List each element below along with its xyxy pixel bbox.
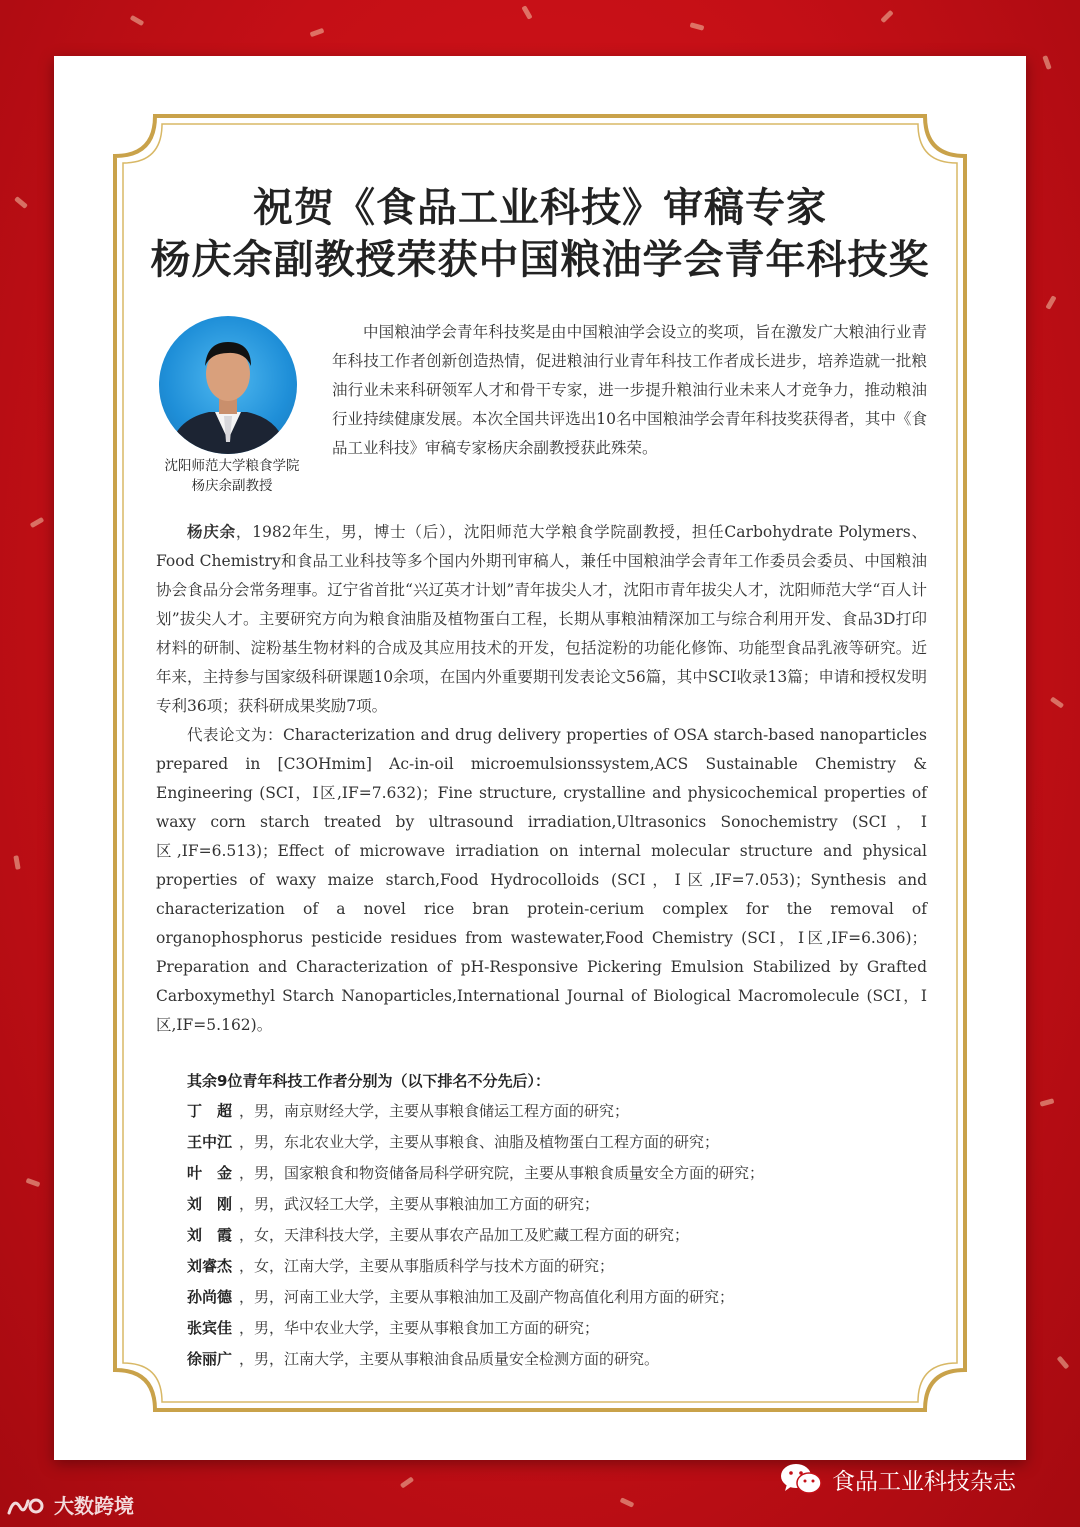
headline-line-2: 杨庆余副教授荣获中国粮油学会青年科技奖 [150,237,930,283]
bio-name: 杨庆余 [187,523,236,541]
list-item [187,1096,947,1127]
person-desc: ，男，武汉轻工大学，主要从事粮油加工方面的研究； [239,1195,600,1213]
person-desc: ，男，东北农业大学，主要从事粮食、油脂及植物蛋白工程方面的研究； [239,1133,720,1151]
logo-icon [6,1493,46,1517]
person-name: 王中江 [187,1133,233,1151]
person-name: 徐丽广 [187,1350,233,1368]
watermark-text: 大数跨境 [54,1494,134,1518]
person-desc: ，男，国家粮食和物资储备局科学研究院，主要从事粮食质量安全方面的研究； [239,1164,765,1182]
person-desc: ，男，河南工业大学，主要从事粮油加工及副产物高值化利用方面的研究； [239,1288,735,1306]
headline-line-1: 祝贺《食品工业科技》审稿专家 [253,185,827,231]
person-name: 孙尚德 [187,1288,233,1306]
papers-text: 代表论文为：Characterization and drug delivery properties of OSA starch-based nanoparticles prepared in [C3OHmim] Ac-in-oil microemulsionssystem,ACS Sustainable Chemistry & Engineering (SCI，I区,IF=7.632)；Fine structure, crystalline and physicochemical properties of waxy corn starch treated by ultrasound irradiation,Ultrasonics Sonochemistry (SCI，I区,IF=6.513)；Effect of microwave irradiation on internal molecular structure and physical properties of waxy maize starch,Food Hydrocolloids (SCI，I区,IF=7.053)；Synthesis and characterization of a novel rice bran protein-cerium complex for the removal of organophosphorus pesticide residues from wastewater,Food Chemistry (SCI，I区,IF=6.306)；Preparation and Characterization of pH-Responsive Pickering Emulsion Stabilized by Grafted Carboxymethyl Starch Nanoparticles,International Journal of Biological Macromolecule (SCI，I区,IF=5.162)。 [156,726,927,1034]
others-list [187,1096,947,1375]
list-item [187,1251,947,1282]
wechat-icon [780,1462,822,1496]
person-desc: ，男，南京财经大学，主要从事粮食储运工程方面的研究； [239,1102,630,1120]
person-desc: ，男，江南大学，主要从事粮油食品质量安全检测方面的研究。 [239,1350,660,1368]
account-name: 食品工业科技杂志 [832,1468,1016,1495]
person-name: 丁 超 [187,1102,233,1120]
portrait-photo [159,316,297,454]
list-item [187,1189,947,1220]
person-name: 刘 霞 [187,1226,233,1244]
person-name: 叶 金 [187,1164,233,1182]
caption-affiliation: 沈阳师范大学粮食学院 [164,458,300,474]
person-desc: ，女，天津科技大学，主要从事农产品加工及贮藏工程方面的研究； [239,1226,690,1244]
intro-text: 中国粮油学会青年科技奖是由中国粮油学会设立的奖项，旨在激发广大粮油行业青年科技工作者创新创造热情，促进粮油行业青年科技工作者成长进步，培养造就一批粮油行业未来科研领军人才和骨干专家，进一步提升粮油行业未来人才竞争力，推动粮油行业持续健康发展。本次全国共评选出10名中国粮油学会青年科技奖获得者，其中《食品工业科技》审稿专家杨庆余副教授获此殊荣。 [332,323,927,457]
person-name: 张宾佳 [187,1319,233,1337]
bio-text: ，1982年生，男，博士（后），沈阳师范大学粮食学院副教授，担任Carbohydrate Polymers、Food Chemistry和食品工业科技等多个国内外期刊审稿人，兼任中国粮油学会青年工作委员会委员、中国粮油协会食品分会常务理事。辽宁省首批“兴辽英才计划”青年拔尖人才，沈阳市青年拔尖人才，沈阳师范大学“百人计划”拔尖人才。主要研究方向为粮食油脂及植物蛋白工程，长期从事粮油精深加工与综合利用开发、食品3D打印材料的研制、淀粉基生物材料的合成及其应用技术的开发，包括淀粉的功能化修饰、功能型食品乳液等研究。近年来，主持参与国家级科研课题10余项，在国内外重要期刊发表论文56篇，其中SCI收录13篇；申请和授权发明专利36项；获科研成果奖励7项。 [156,523,927,715]
bio-paragraph [156,518,927,1040]
list-item [187,1313,947,1344]
list-item [187,1282,947,1313]
person-desc: ，女，江南大学，主要从事脂质科学与技术方面的研究； [239,1257,615,1275]
list-item [187,1127,947,1158]
list-item [187,1158,947,1189]
person-icon [159,316,297,454]
account-badge[interactable] [780,1462,1016,1496]
person-name: 刘 刚 [187,1195,233,1213]
list-item [187,1220,947,1251]
list-item [187,1344,947,1375]
portrait-caption [150,456,314,496]
watermark [6,1490,134,1519]
intro-paragraph [332,318,927,463]
person-name: 刘睿杰 [187,1257,233,1275]
person-desc: ，男，华中农业大学，主要从事粮食加工方面的研究； [239,1319,600,1337]
others-heading: 其余9位青年科技工作者分别为（以下排名不分先后）： [187,1072,550,1090]
caption-name: 杨庆余副教授 [191,478,273,494]
